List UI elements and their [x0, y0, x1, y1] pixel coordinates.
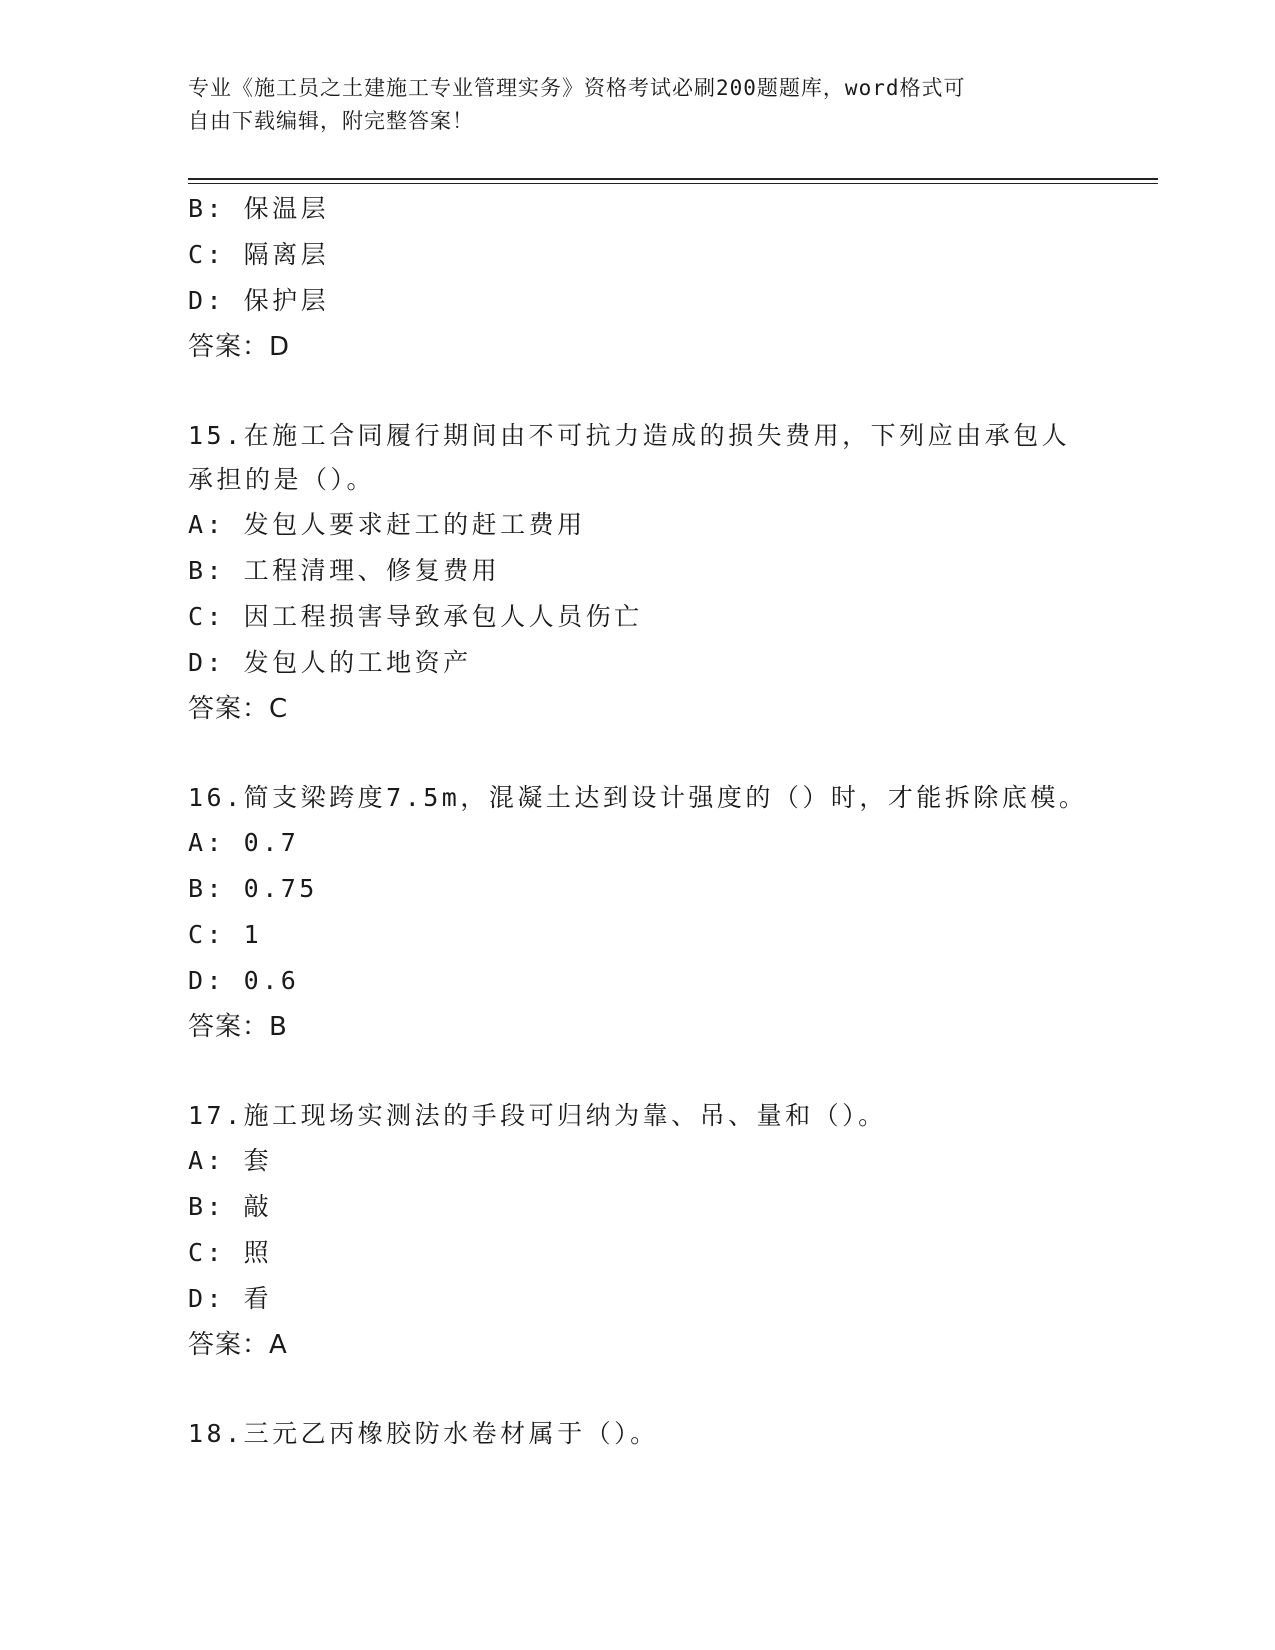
header-line-2: 自由下载编辑，附完整答案！	[188, 109, 474, 133]
question-stem: 16.简支梁跨度7.5m，混凝土达到设计强度的（）时，才能拆除底模。	[188, 783, 1088, 812]
option-c: C: 1	[188, 920, 263, 949]
answer-line: 答案：A	[188, 1330, 288, 1360]
option-d: D: 保护层	[188, 286, 330, 315]
header-line-1: 专业《施工员之土建施工专业管理实务》资格考试必刷200题题库，word格式可	[188, 76, 966, 100]
option-d: D: 看	[188, 1284, 273, 1313]
question-14-tail	[188, 186, 1088, 370]
answer-line: 答案：B	[188, 1012, 288, 1042]
option-d: D: 发包人的工地资产	[188, 648, 472, 677]
option-d: D: 0.6	[188, 966, 300, 995]
option-b: B: 工程清理、修复费用	[188, 556, 501, 585]
question-stem-cont: 承担的是（）。	[188, 465, 376, 494]
question-15	[188, 414, 1088, 732]
question-16	[188, 776, 1088, 1050]
option-a: A: 套	[188, 1146, 273, 1175]
document-body	[188, 186, 1088, 1456]
answer-line: 答案：D	[188, 332, 291, 362]
answer-line: 答案：C	[188, 694, 289, 724]
document-header	[188, 72, 1068, 138]
option-b: B: 保温层	[188, 194, 330, 223]
option-b: B: 0.75	[188, 874, 318, 903]
question-18	[188, 1412, 1088, 1456]
question-17	[188, 1094, 1088, 1368]
header-divider-thick	[188, 178, 1158, 180]
question-stem: 17.施工现场实测法的手段可归纳为靠、吊、量和（）。	[188, 1101, 887, 1130]
option-b: B: 敲	[188, 1192, 273, 1221]
question-stem: 15.在施工合同履行期间由不可抗力造成的损失费用，下列应由承包人	[188, 421, 1071, 450]
header-divider-thin	[188, 183, 1158, 184]
option-c: C: 照	[188, 1238, 273, 1267]
option-c: C: 因工程损害导致承包人人员伤亡	[188, 602, 643, 631]
option-a: A: 发包人要求赶工的赶工费用	[188, 510, 586, 539]
question-stem: 18.三元乙丙橡胶防水卷材属于（）。	[188, 1419, 659, 1448]
option-c: C: 隔离层	[188, 240, 330, 269]
option-a: A: 0.7	[188, 828, 300, 857]
